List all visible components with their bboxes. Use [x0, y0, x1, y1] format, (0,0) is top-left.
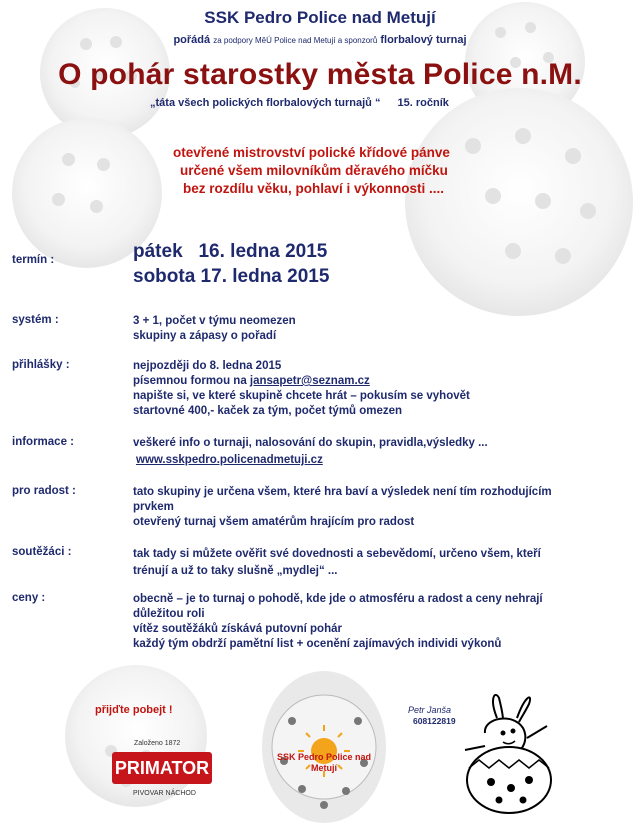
prihlasky-line: napište si, ve které skupině chcete hrát – pokusím se vyhovět	[133, 390, 470, 402]
primator-logo: PRIMATOR	[112, 752, 212, 784]
pro-radost-line: otevřený turnaj všem amatérům hrajícím pro radost	[133, 516, 415, 528]
prihlasky-label: přihlášky :	[12, 359, 70, 371]
organizer-title: SSK Pedro Police nad Metují	[204, 8, 436, 27]
club-emblem	[262, 671, 386, 823]
ceny-label: ceny :	[12, 592, 46, 604]
email-link[interactable]: jansapetr@seznam.cz	[249, 375, 370, 387]
intro-line-2: určené všem milovníkům děravého míčku	[180, 163, 448, 178]
emblem-graphic	[262, 671, 386, 823]
porada-text: pořádá	[173, 34, 211, 46]
pro-radost-line: tato skupiny je určena všem, které hra baví a výsledek není tím rozhodujícím	[133, 486, 552, 498]
contact-name: Petr Janša	[408, 705, 452, 715]
prihlasky-line-2	[133, 374, 470, 389]
pro-radost-line: prvkem	[133, 501, 174, 513]
ceny-value	[133, 592, 543, 652]
system-label: systém :	[12, 314, 59, 326]
soutezaci-label: soutěžáci :	[12, 546, 72, 558]
pro-radost-label: pro radost :	[12, 485, 76, 497]
soutezaci-line: tak tady si můžete ověřit své dovednosti a sebevědomí, určeno všem, kteří	[133, 548, 541, 560]
website-link[interactable]: www.sskpedro.policenadmetuji.cz	[136, 454, 323, 466]
termin-label: termín :	[12, 254, 55, 266]
intro-line-1: otevřené mistrovství polické křídové pánve	[173, 145, 450, 160]
emblem-text: SSK Pedro Police nad Metují	[276, 752, 372, 773]
pro-radost-value	[133, 485, 552, 530]
organizer-subline	[0, 34, 640, 46]
prijdte-text: přijďte pobejt !	[95, 704, 173, 716]
prihlasky-line: nejpozději do 8. ledna 2015	[133, 360, 282, 372]
system-line: 3 + 1, počet v týmu neomezen	[133, 315, 296, 327]
mascot-egg-illustration	[455, 688, 565, 818]
ceny-line: důležitou roli	[133, 608, 205, 620]
support-text: za podpory MěÚ Police nad Metují a sponzorů	[213, 36, 378, 45]
prihlasky-prefix: písemnou formou na	[133, 375, 250, 387]
termin-day-2: sobota 17. ledna 2015	[133, 266, 330, 287]
system-line: skupiny a zápasy o pořadí	[133, 330, 277, 342]
ceny-line: obecně – je to turnaj o pohodě, kde jde o atmosféru a radost a ceny nehrají	[133, 593, 543, 605]
intro-line-3: bez rozdílu věku, pohlaví i výkonnosti ....	[183, 181, 445, 196]
termin-day-1: pátek 16. ledna 2015	[133, 241, 328, 262]
ceny-line: vítěz soutěžáků získává putovní pohár	[133, 623, 342, 635]
sponsor-sub: PIVOVAR NÁCHOD	[133, 790, 196, 797]
ceny-line: každý tým obdrží pamětní list + ocenění zajímavých individi výkonů	[133, 638, 502, 650]
prihlasky-line: startovné 400,- kaček za tým, počet týmů omezen	[133, 405, 403, 417]
tagline-text: „táta všech polických florbalových turnajů “	[150, 97, 381, 109]
informace-value	[133, 436, 488, 468]
informace-label: informace :	[12, 436, 74, 448]
turnaj-text: florbalový turnaj	[380, 34, 467, 46]
floorball-ball-bottom-left	[65, 665, 207, 807]
floorball-ball-right	[405, 88, 633, 316]
edition-text: 15. ročník	[397, 97, 449, 109]
tagline	[150, 97, 449, 109]
prihlasky-value	[133, 359, 470, 419]
informace-line: veškeré info o turnaji, nalosování do skupin, pravidla,výsledky ...	[133, 437, 488, 449]
contact-phone: 608122819	[413, 716, 456, 726]
soutezaci-value	[133, 546, 541, 580]
tournament-title: O pohár starostky města Police n.M.	[58, 58, 582, 91]
sponsor-founded: Založeno 1872	[134, 740, 181, 747]
system-value	[133, 314, 296, 344]
soutezaci-line: trénují a už to taky slušně „mydlej“ ...	[133, 565, 338, 577]
